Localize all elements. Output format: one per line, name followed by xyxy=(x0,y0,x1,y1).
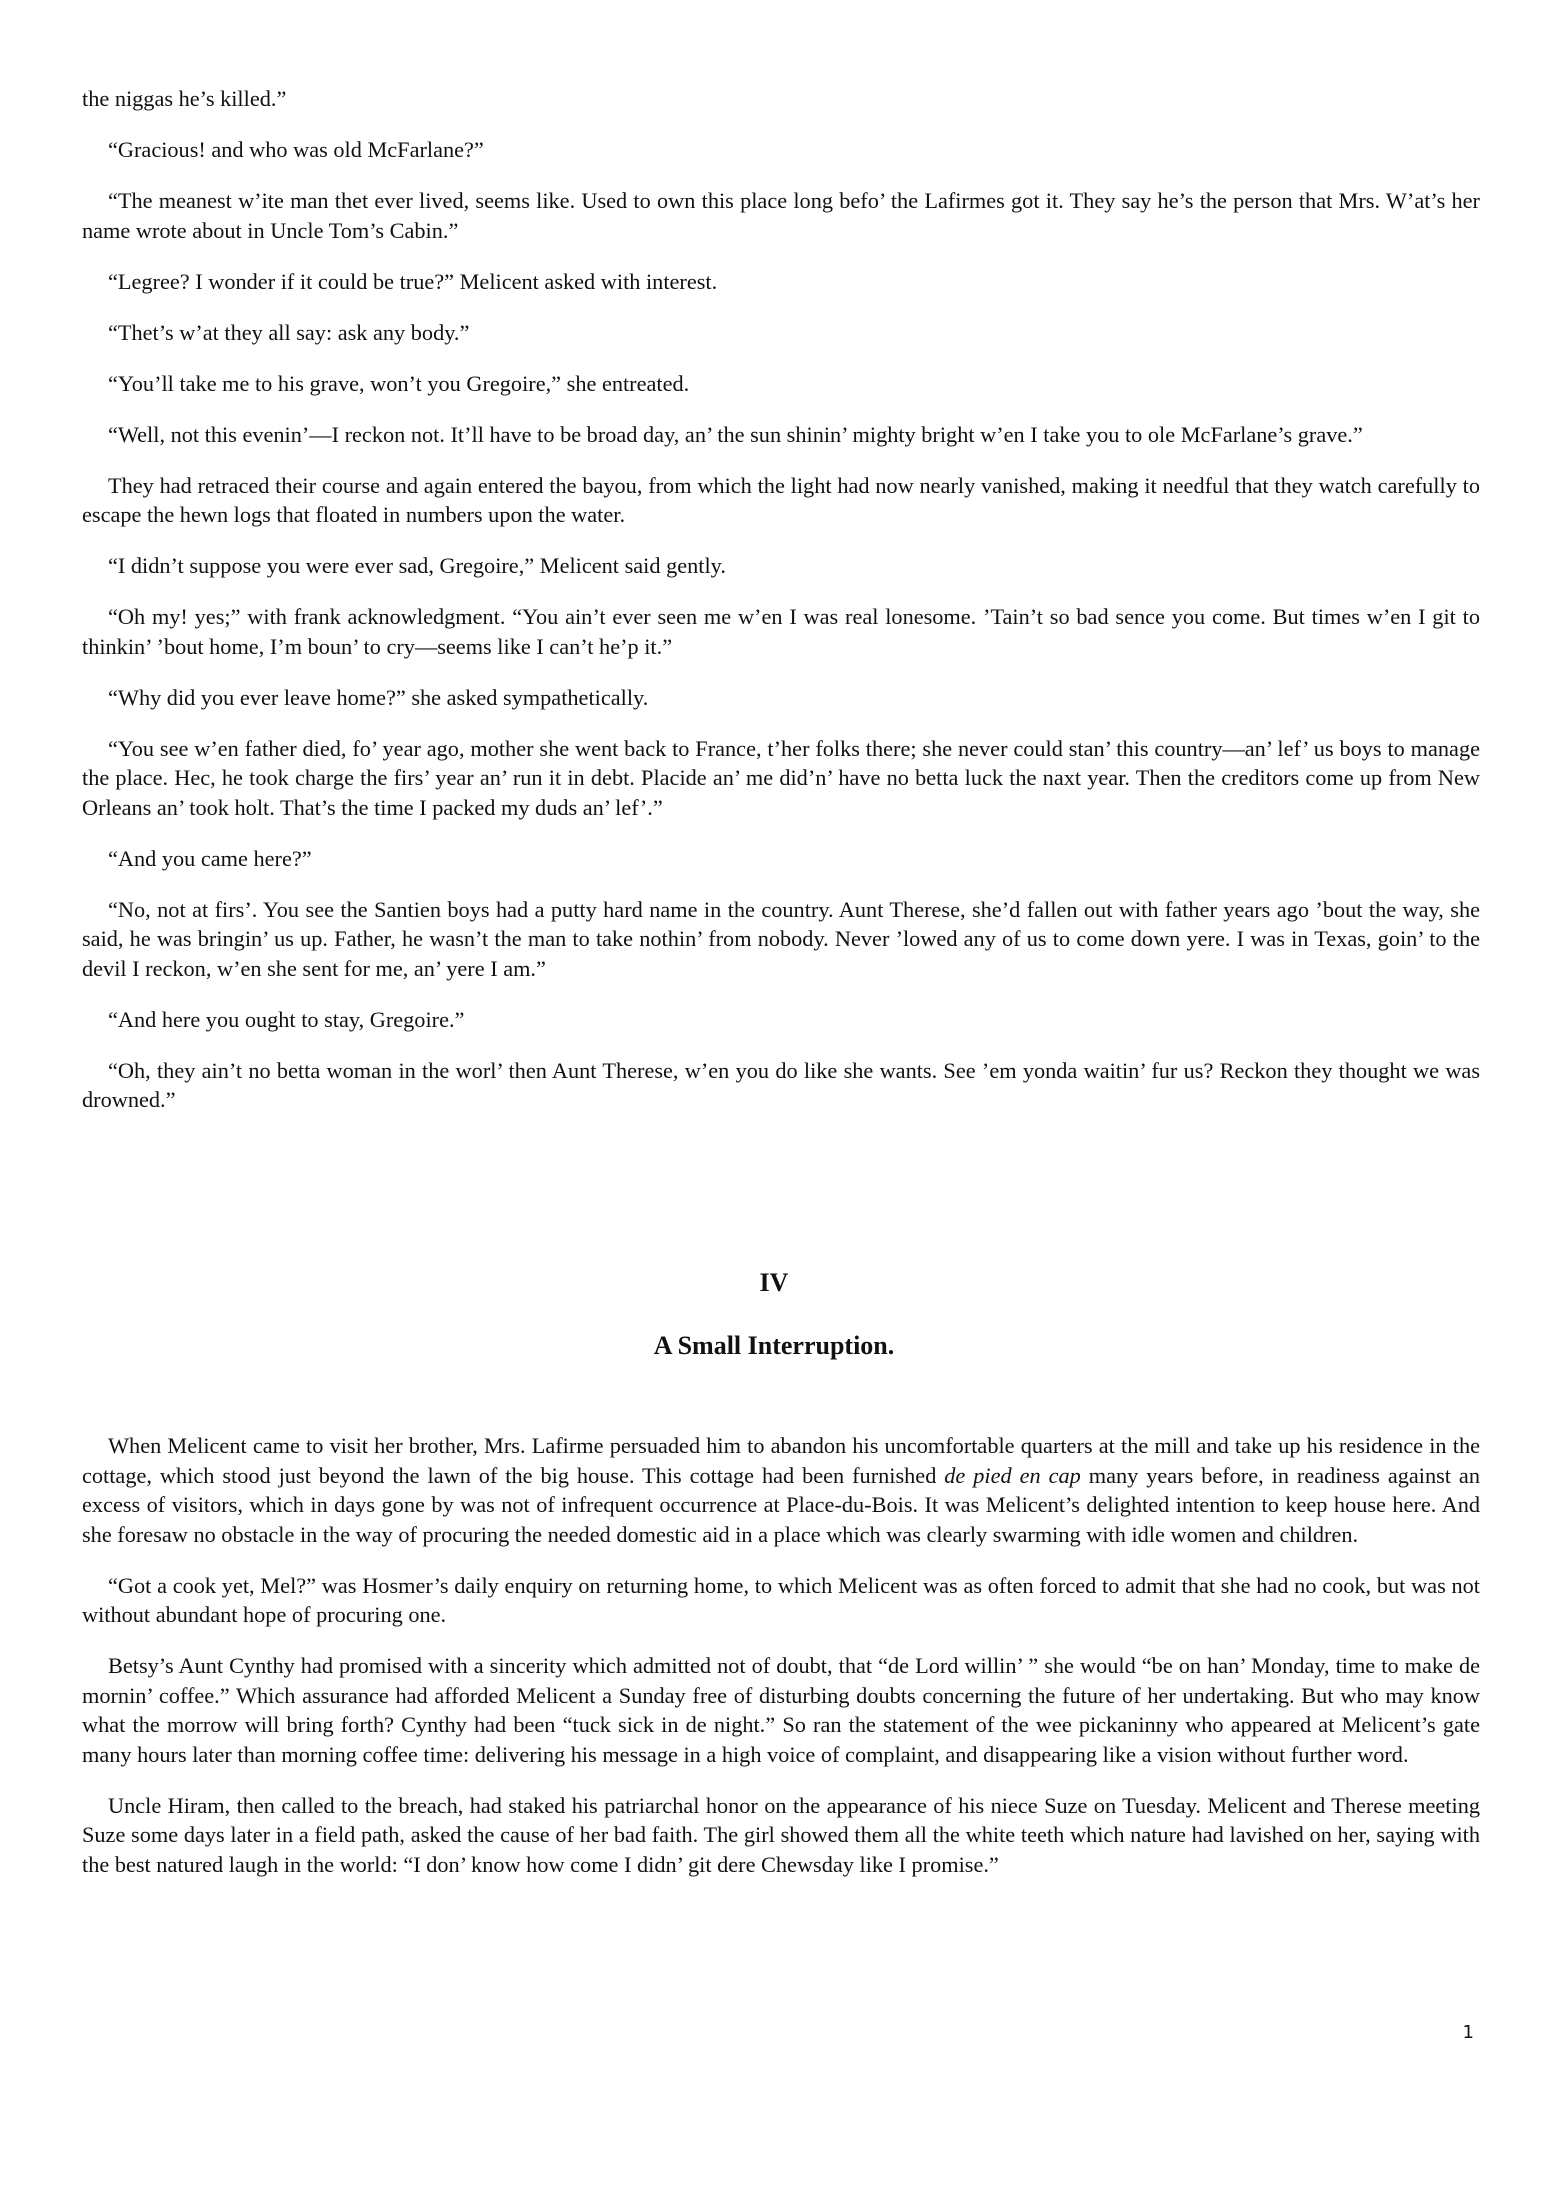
paragraph: “Thet’s w’at they all say: ask any body.” xyxy=(108,319,470,345)
italic-phrase: de pied en cap xyxy=(944,1462,1081,1488)
paragraph: “Why did you ever leave home?” she asked sympathetically. xyxy=(108,684,649,710)
paragraph: “You’ll take me to his grave, won’t you Gregoire,” she entreated. xyxy=(108,370,690,396)
paragraph: “You see w’en father died, fo’ year ago, mother she went back to France, t’her folks there; she never could stan’ this country—an’ lef’ us boys to manage the place. Hec, he took charge the firs’ year an’ run it in debt. Placide an’ me did’n’ have no betta luck the naxt year. Then the creditors come up from New Orleans an’ took holt. That’s the time I packed my duds an’ lef’.” xyxy=(82,735,1480,820)
paragraph: “Well, not this evenin’—I reckon not. It’ll have to be broad day, an’ the sun shinin’ mighty bright w’en I take you to ole McFarlane’s grave.” xyxy=(108,421,1363,447)
paragraph: the niggas he’s killed.” xyxy=(82,86,287,111)
paragraph: “Oh my! yes;” with frank acknowledgment. “You ain’t ever seen me w’en I was real lonesome. ’Tain’t so bad sence you come. But times w’en I git to thinkin’ ’bout home, I’m boun’ to cry—seems like I can’t he’p it.” xyxy=(82,604,1480,659)
paragraph: “Oh, they ain’t no betta woman in the worl’ then Aunt Therese, w’en you do like she wants. See ’em yonda waitin’ fur us? Reckon they thought we was drowned.” xyxy=(82,1057,1480,1112)
paragraph-text: When Melicent came to visit her brother, Mrs. Lafirme persuaded him to abandon his uncomfortable quarters at the mill and take up his residence in the cottage, which stood just beyond the lawn of the big house. This cottage had been furnished xyxy=(82,1433,1480,1488)
paragraph: “Gracious! and who was old McFarlane?” xyxy=(108,137,484,162)
paragraph: “And you came here?” xyxy=(108,845,312,871)
chapter-title: A Small Interruption. xyxy=(653,1331,895,1360)
chapter-number: IV xyxy=(759,1268,789,1297)
paragraph: “Legree? I wonder if it could be true?” Melicent asked with interest. xyxy=(108,268,718,294)
previous-chapter-text xyxy=(82,84,1480,1136)
paragraph: Uncle Hiram, then called to the breach, had staked his patriarchal honor on the appearance of his niece Suze on Tuesday. Melicent and Therese meeting Suze some days later in a field path, asked the cause of her bad faith. The girl showed them all the white teeth which nature had lavished on her, saying with the best natured laugh in the world: “I don’ know how come I didn’ git dere Chewsday like I promise.” xyxy=(82,1792,1480,1877)
paragraph: “The meanest w’ite man thet ever lived, seems like. Used to own this place long befo’ the Lafirmes got it. They say he’s the person that Mrs. W’at’s her name wrote about in Uncle Tom’s Cabin.” xyxy=(82,188,1480,243)
page-number: 1 xyxy=(1462,2022,1474,2043)
paragraph: “And here you ought to stay, Gregoire.” xyxy=(108,1006,465,1032)
paragraph: “I didn’t suppose you were ever sad, Gregoire,” Melicent said gently. xyxy=(108,553,726,578)
paragraph xyxy=(82,1431,1480,1549)
paragraph-text: many years before, in readiness against an excess of visitors, which in days gone by was not of infrequent occurrence at Place-du-Bois. It was Melicent’s delighted intention to keep house here. And she foresaw no obstacle in the way of procuring the needed domestic aid in a place which was clearly swarming with idle women and children. xyxy=(82,1462,1480,1547)
paragraph: Betsy’s Aunt Cynthy had promised with a sincerity which admitted not of doubt, that “de Lord willin’ ” she would “be on han’ Monday, time to make de mornin’ coffee.” Which assurance had afforded Melicent a Sunday free of disturbing doubts concerning the future of her undertaking. But who may know what the morrow will bring forth? Cynthy had been “tuck sick in de night.” So ran the statement of the wee pickaninny who appeared at Melicent’s gate many hours later than morning coffee time: delivering his message in a high voice of complaint, and disappearing like a vision without further word. xyxy=(82,1653,1480,1767)
paragraph: They had retraced their course and again entered the bayou, from which the light had now nearly vanished, making it needful that they watch carefully to escape the hewn logs that floated in numbers upon the water. xyxy=(82,472,1480,527)
chapter-text xyxy=(82,1431,1480,1901)
paragraph: “Got a cook yet, Mel?” was Hosmer’s daily enquiry on returning home, to which Melicent was as often forced to admit that she had no cook, but was not without abundant hope of procuring one. xyxy=(82,1572,1480,1627)
paragraph: “No, not at firs’. You see the Santien boys had a putty hard name in the country. Aunt Therese, she’d fallen out with father years ago ’bout the way, she said, he was bringin’ us up. Father, he wasn’t the man to take nothin’ from nobody. Never ’lowed any of us to come down yere. I was in Texas, goin’ to the devil I reckon, w’en she sent for me, an’ yere I am.” xyxy=(82,896,1480,981)
